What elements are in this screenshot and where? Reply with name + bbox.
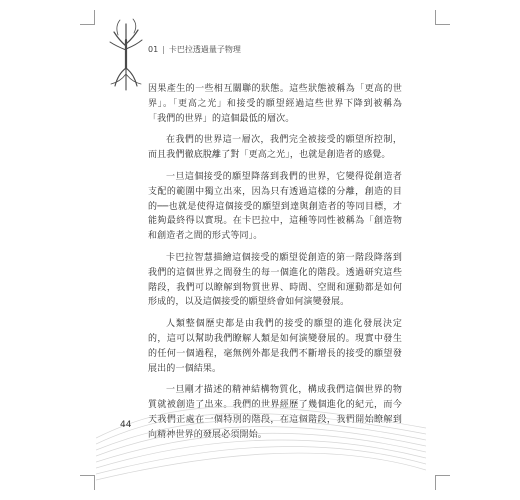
wave-decoration [96,378,426,488]
running-header [148,44,241,55]
crop-mark-top-right [435,10,450,25]
tree-logo-icon [106,16,146,92]
paragraph-3: 一旦這個接受的願望降落到我們的世界，它變得從創造者支配的範圍中獨立出來，因為只有透過這樣的分離，創造的目的──也就是使得這個接受的願望到達與創造者的等同目標，才能夠最終得以實現。在卡巴拉中，這種等同性被稱為「創造物和創造者之間的形式等同」。 [148,171,402,242]
header-separator: | [162,45,165,54]
paragraph-1: 因果產生的一些相互關聯的狀態。這些狀態被稱為「更高的世界」。「更高之光」和接受的願望經過這些世界下降到被稱為「我們的世界」的這個最低的層次。 [148,84,402,124]
paragraph-5: 人類整個歷史都是由我們的接受的願望的進化發展決定的，這可以幫助我們瞭解人類是如何演變發展的。現實中發生的任何一個過程，毫無例外都是我們不斷增長的接受的願望發展出的一個結果。 [148,319,402,374]
page-number: 44 [120,420,132,430]
crop-mark-bottom-right [435,475,450,490]
chapter-title: 卡巴拉透過量子物理 [168,45,241,54]
chapter-number: 01 [148,45,159,54]
crop-mark-bottom-left [80,475,95,490]
crop-mark-top-left [80,10,95,25]
paragraph-2: 在我們的世界這一層次，我們完全被接受的願望所控制，而且我們徹底脫離了對「更高之光」，也就是創造者的感覺。 [148,135,402,161]
paragraph-6: 一旦剛才描述的精神結構物質化，構成我們這個世界的物質就被創造了出來。我們的世界經歷了幾個進化的紀元，而今天我們正處在一個特別的階段，在這個階段，我們開始瞭解到向精神世界的發展必須開始。 [148,385,402,440]
paragraph-4: 卡巴拉智慧描繪這個接受的願望從創造的第一階段降落到我們的這個世界之間發生的每一個進化的階段。透過研究這些階段，我們可以瞭解到物質世界、時間、空間和運動都是如何形成的，以及這個接受的願望終會如何演變發展。 [148,252,402,308]
